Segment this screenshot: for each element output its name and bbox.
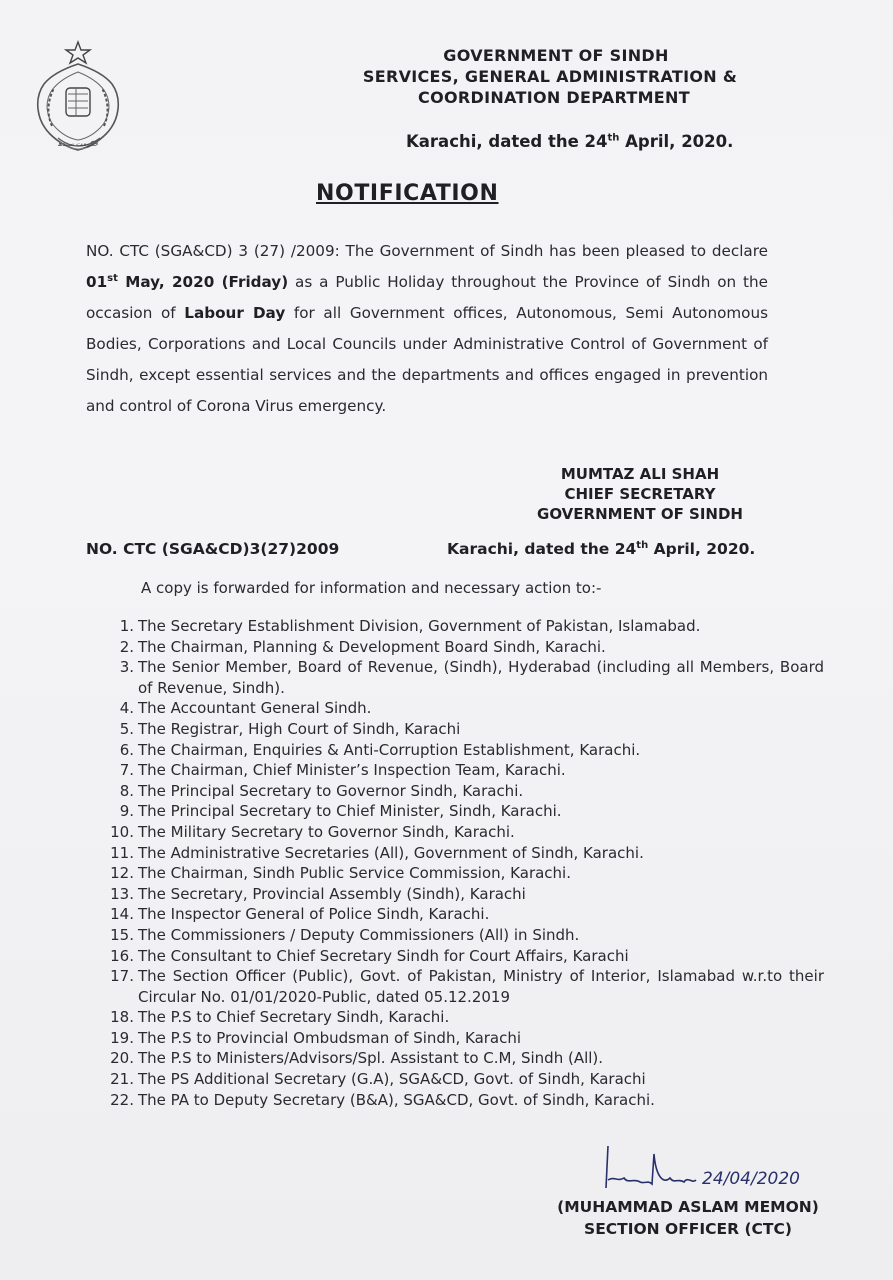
list-item-text: The Chairman, Chief Minister’s Inspection Team, Karachi. [138, 761, 566, 780]
list-item-number: 13. [110, 884, 134, 903]
list-item-text: The Section Officer (Public), Govt. of Pakistan, Ministry of Interior, Islamabad w.r.to their Circular No. 01/01/2020-Public, dated 05.12.2019 [138, 967, 824, 1006]
list-item-number: 11. [110, 843, 134, 862]
list-item-number: 4. [119, 699, 134, 718]
list-item-text: The P.S to Provincial Ombudsman of Sindh, Karachi [138, 1028, 522, 1047]
list-item-number: 20. [110, 1049, 134, 1068]
officer-name: (MUHAMMAD ASLAM MEMON) [557, 1198, 819, 1216]
header-department-2: COORDINATION DEPARTMENT [418, 88, 690, 107]
page-title: NOTIFICATION [316, 181, 499, 206]
list-item [104, 657, 824, 698]
notification-body: NO. CTC (SGA&CD) 3 (27) /2009: The Government of Sindh has been pleased to declare 01st May, 2020 (Friday) as a Public Holiday throughout the Province of Sindh on the occasion of Labour Day for all Government offices, Autonomous, Semi Autonomous Bodies, Corporations and Local Councils under Administrative Control of Government of Sindh, except essential services and the departments and offices engaged in prevention and control of Corona Virus emergency. [86, 242, 768, 415]
list-item-number: 12. [110, 864, 134, 883]
list-item [104, 1069, 824, 1090]
list-item-text: The Inspector General of Police Sindh, Karachi. [138, 905, 490, 924]
list-item-text: The Accountant General Sindh. [138, 699, 372, 718]
list-item-text: The Consultant to Chief Secretary Sindh for Court Affairs, Karachi [138, 946, 629, 965]
seal-text: حکومت سندھ [57, 140, 99, 148]
officer-designation: SECTION OFFICER (CTC) [584, 1220, 792, 1238]
list-item-number: 6. [119, 740, 134, 759]
section-officer-signature-block [548, 1196, 828, 1240]
header-government: GOVERNMENT OF SINDH [443, 46, 669, 65]
list-item-number: 8. [119, 781, 134, 800]
list-item-text: The Principal Secretary to Chief Minister, Sindh, Karachi. [138, 802, 562, 821]
list-item-text: The Registrar, High Court of Sindh, Karachi [138, 719, 461, 738]
list-item-number: 9. [119, 802, 134, 821]
list-item-number: 16. [110, 946, 134, 965]
list-item-number: 15. [110, 925, 134, 944]
list-item-text: The P.S to Chief Secretary Sindh, Karachi. [138, 1008, 450, 1027]
list-item-text: The PA to Deputy Secretary (B&A), SGA&CD, Govt. of Sindh, Karachi. [138, 1090, 655, 1109]
handwritten-date: 24/04/2020 [702, 1169, 800, 1189]
list-item [104, 884, 824, 905]
list-item-number: 18. [110, 1008, 134, 1027]
list-item [104, 740, 824, 761]
list-item [104, 616, 824, 637]
signatory-name: MUMTAZ ALI SHAH [560, 465, 720, 483]
list-item-text: The Chairman, Planning & Development Board Sindh, Karachi. [138, 637, 606, 656]
reference-number: NO. CTC (SGA&CD)3(27)2009 [86, 540, 340, 558]
list-item [104, 946, 824, 967]
recipients-list [104, 616, 824, 1110]
list-item-text: The Secretary Establishment Division, Government of Pakistan, Islamabad. [138, 617, 701, 635]
list-item-text: The Secretary, Provincial Assembly (Sindh), Karachi [138, 884, 526, 903]
list-item [104, 966, 824, 1007]
list-item [104, 698, 824, 719]
list-item [104, 904, 824, 925]
signatory-org: GOVERNMENT OF SINDH [537, 505, 743, 523]
list-item [104, 863, 824, 884]
list-item-number: 1. [119, 617, 134, 635]
list-item [104, 925, 824, 946]
handwritten-signature-icon [594, 1140, 834, 1202]
list-item [104, 719, 824, 740]
list-item-text: The Administrative Secretaries (All), Government of Sindh, Karachi. [138, 843, 644, 862]
list-item [104, 843, 824, 864]
list-item-number: 17. [110, 967, 134, 986]
list-item-number: 19. [110, 1028, 134, 1047]
list-item [104, 1090, 824, 1111]
list-item-number: 21. [110, 1070, 134, 1089]
header-department-1: SERVICES, GENERAL ADMINISTRATION & [362, 67, 738, 86]
signatory-designation: CHIEF SECRETARY [564, 485, 716, 503]
list-item [104, 637, 824, 658]
list-item-text: The Principal Secretary to Governor Sindh, Karachi. [138, 781, 524, 800]
list-item-text: The Chairman, Sindh Public Service Commission, Karachi. [138, 864, 571, 883]
list-item [104, 822, 824, 843]
list-item-text: The Commissioners / Deputy Commissioners (All) in Sindh. [138, 925, 580, 944]
list-item-text: The PS Additional Secretary (G.A), SGA&CD, Govt. of Sindh, Karachi [138, 1070, 646, 1089]
list-item-text: The Military Secretary to Governor Sindh, Karachi. [138, 822, 515, 841]
list-item-number: 14. [110, 905, 134, 924]
list-item [104, 781, 824, 802]
list-item-number: 5. [119, 719, 134, 738]
forwarding-intro: A copy is forwarded for information and necessary action to:- [141, 579, 602, 597]
list-item [104, 1007, 824, 1028]
forwarding-date: Karachi, dated the 24th April, 2020. [447, 539, 756, 558]
list-item [104, 1028, 824, 1049]
list-item-text: The Chairman, Enquiries & Anti-Corruption Establishment, Karachi. [138, 740, 641, 759]
header-date: Karachi, dated the 24th April, 2020. [406, 132, 734, 151]
list-item-number: 2. [119, 637, 134, 656]
list-item-text: The Senior Member, Board of Revenue, (Sindh), Hyderabad (including all Members, Board of Revenue, Sindh). [138, 658, 824, 697]
list-item [104, 1048, 824, 1069]
chief-secretary-signature-block [480, 464, 800, 524]
list-item [104, 760, 824, 781]
list-item-number: 10. [110, 822, 134, 841]
list-item-number: 3. [119, 658, 134, 677]
list-item-text: The P.S to Ministers/Advisors/Spl. Assistant to C.M, Sindh (All). [138, 1049, 604, 1068]
list-item-number: 7. [119, 761, 134, 780]
list-item-number: 22. [110, 1090, 134, 1109]
list-item [104, 801, 824, 822]
